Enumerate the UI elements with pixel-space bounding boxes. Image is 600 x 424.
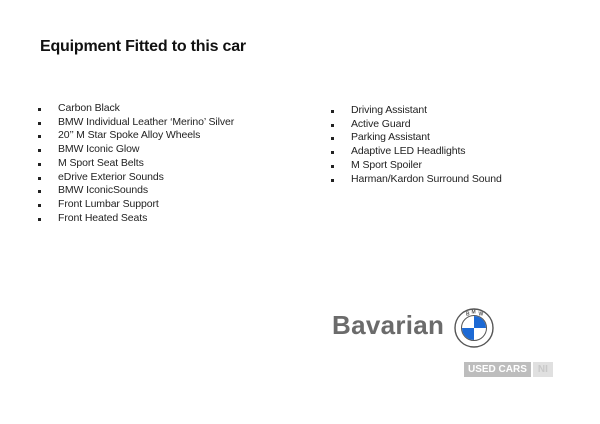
list-item: BMW IconicSounds [38,184,234,198]
badge-used-cars: USED CARS [464,362,531,377]
dealer-logo-text: Bavarian [332,310,445,340]
list-item: Driving Assistant [331,104,502,118]
list-item: BMW Individual Leather ‘Merino’ Silver [38,116,234,130]
equipment-list-left [38,102,234,225]
svg-text:M: M [471,309,476,316]
list-item: eDrive Exterior Sounds [38,171,234,185]
list-item: Front Heated Seats [38,212,234,226]
list-item: Active Guard [331,118,502,132]
page-title: Equipment Fitted to this car [40,38,246,55]
list-item: M Sport Spoiler [331,159,502,173]
list-item: BMW Iconic Glow [38,143,234,157]
list-item: Carbon Black [38,102,234,116]
list-item: Harman/Kardon Surround Sound [331,173,502,187]
list-item: 20’’ M Star Spoke Alloy Wheels [38,129,234,143]
svg-text:B: B [466,311,470,318]
svg-text:W: W [478,311,484,318]
list-item: Adaptive LED Headlights [331,145,502,159]
list-item: Front Lumbar Support [38,198,234,212]
equipment-list-right [331,104,502,186]
bmw-roundel-icon [454,308,494,348]
list-item: M Sport Seat Belts [38,157,234,171]
badge-region: NI [533,362,553,377]
used-cars-badge [464,362,553,377]
list-item: Parking Assistant [331,131,502,145]
